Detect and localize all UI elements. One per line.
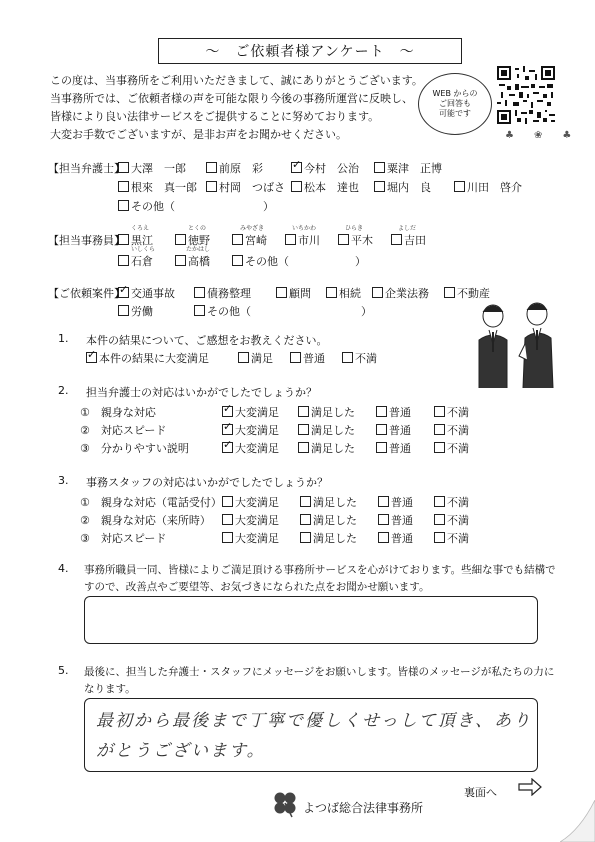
ruby-text: ひらき <box>345 225 364 232</box>
question-number: 5. <box>58 664 69 677</box>
question-number: 3. <box>58 474 69 487</box>
ruby-text: くろえ <box>131 225 150 232</box>
office-name: よつば総合法律事務所 <box>303 801 424 815</box>
q1-option[interactable]: 不満 <box>342 350 377 366</box>
q3-row-label: ② 親身な対応（来所時） <box>80 514 211 527</box>
lawyer-option-other[interactable]: その他（ ） <box>118 198 274 214</box>
checkbox[interactable] <box>118 181 129 192</box>
checkbox[interactable] <box>291 181 302 192</box>
question-text: 担当弁護士の対応はいかがでしたでしょうか？ <box>86 386 317 399</box>
checkbox-checked[interactable] <box>291 162 302 173</box>
q3-choice[interactable]: 満足した <box>300 530 357 546</box>
question-number: 2. <box>58 384 69 397</box>
office-option[interactable]: 高橋 <box>175 253 210 269</box>
checkbox[interactable] <box>194 305 205 316</box>
qr-code-icon[interactable] <box>497 66 555 124</box>
clover-logo-icon <box>270 788 300 818</box>
checkbox[interactable] <box>175 234 186 245</box>
case-option[interactable]: ✓ 交通事故 <box>118 285 175 301</box>
q2-row-label: ③ 分かりやすい説明 <box>80 442 189 455</box>
lawyer-section-label: 【担当弁護士】 <box>48 162 125 175</box>
checkbox[interactable] <box>290 352 301 363</box>
q3-choice[interactable]: 大変満足 <box>222 512 279 528</box>
arrow-right-icon[interactable] <box>518 778 542 796</box>
checkbox[interactable] <box>434 532 445 543</box>
checkbox-checked[interactable] <box>86 352 97 363</box>
checkbox[interactable] <box>376 406 387 417</box>
q2-choice[interactable]: ✓ 大変満足 <box>222 422 279 438</box>
checkbox[interactable] <box>298 406 309 417</box>
checkbox-checked[interactable] <box>222 424 233 435</box>
q2-row-label: ① 親身な対応 <box>80 406 156 419</box>
next-page-label: 裏面へ <box>464 786 497 799</box>
checkbox[interactable] <box>342 352 353 363</box>
case-option[interactable]: 顧問 <box>276 285 311 301</box>
case-option[interactable]: 債務整理 <box>194 285 251 301</box>
question-number: 1. <box>58 332 69 345</box>
office-section-label: 【担当事務員】 <box>48 234 125 247</box>
checkbox[interactable] <box>194 287 205 298</box>
checkbox[interactable] <box>118 162 129 173</box>
checkbox[interactable] <box>434 424 445 435</box>
q2-choice[interactable]: 満足した <box>298 422 355 438</box>
lawyer-option[interactable]: 村岡 つばさ <box>206 179 285 195</box>
case-option[interactable]: 企業法務 <box>372 285 429 301</box>
q3-choice[interactable]: 普通 <box>378 512 413 528</box>
ruby-text: たかはし <box>186 246 211 253</box>
question-text: 事務所職員一同、皆様によりご満足頂ける事務所サービスを心がけております。些細な事でも結構で <box>84 564 556 576</box>
checkbox[interactable] <box>378 514 389 525</box>
checkbox[interactable] <box>118 200 129 211</box>
q4-answer-box[interactable] <box>84 596 538 644</box>
lawyer-option[interactable]: 堀内 良 <box>374 179 431 195</box>
checkbox[interactable] <box>222 496 233 507</box>
checkbox[interactable] <box>232 234 243 245</box>
checkbox[interactable] <box>454 181 465 192</box>
office-option[interactable]: 平木 <box>338 232 373 248</box>
checkbox[interactable] <box>372 287 383 298</box>
clover-decoration-icon: ♣ ❀ ♣ <box>505 130 572 141</box>
ruby-text: いちかわ <box>292 225 317 232</box>
ruby-text: とくの <box>188 225 207 232</box>
q3-choice[interactable]: 大変満足 <box>222 494 279 510</box>
question-text: 本件の結果について、ご感想をお教えください。 <box>86 334 328 347</box>
q2-choice[interactable]: 普通 <box>376 404 411 420</box>
office-option[interactable]: 黒江 <box>118 232 153 248</box>
question-text: 最後に、担当した弁護士・スタッフにメッセージをお願いします。皆様のメッセージが私たちの力に <box>84 666 555 678</box>
checkbox[interactable] <box>232 255 243 266</box>
survey-title: 〜 ご依頼者様アンケート 〜 <box>158 38 462 64</box>
checkbox[interactable] <box>434 442 445 453</box>
checkbox[interactable] <box>206 162 217 173</box>
case-option[interactable]: 不動産 <box>444 285 490 301</box>
checkbox[interactable] <box>298 424 309 435</box>
q3-choice[interactable]: 大変満足 <box>222 530 279 546</box>
office-option[interactable]: 石倉 <box>118 253 153 269</box>
office-option[interactable]: 市川 <box>285 232 320 248</box>
checkbox-checked[interactable] <box>222 406 233 417</box>
intro-text: この度は、当事務所をご利用いただきまして、誠にありがとうございます。 当事務所では、ご依頼者様の声を可能な限り今後の事務所運営に反映し、 皆様により良い法律サービスをご提供することに努めております。 大変お手数でございますが、是非お声をお聞かせください。 <box>50 74 423 141</box>
checkbox[interactable] <box>376 442 387 453</box>
case-option-other[interactable]: その他（ ） <box>194 303 372 319</box>
checkbox[interactable] <box>118 305 129 316</box>
checkbox[interactable] <box>118 234 129 245</box>
q3-row-label: ① 親身な対応（電話受付） <box>80 496 222 509</box>
checkbox[interactable] <box>378 496 389 507</box>
q2-choice[interactable]: 満足した <box>298 440 355 456</box>
ruby-text: よしだ <box>398 225 417 232</box>
q2-choice[interactable]: 満足した <box>298 404 355 420</box>
web-answer-bubble: WEB からの ご回答も 可能です <box>418 73 492 135</box>
checkbox[interactable] <box>434 406 445 417</box>
checkbox[interactable] <box>326 287 337 298</box>
checkbox-checked[interactable] <box>222 442 233 453</box>
ruby-text: いしくら <box>131 246 156 253</box>
checkbox[interactable] <box>434 496 445 507</box>
ruby-text: みやざき <box>240 225 265 232</box>
checkbox[interactable] <box>285 234 296 245</box>
checkbox[interactable] <box>434 514 445 525</box>
q3-choice[interactable]: 不満 <box>434 494 469 510</box>
checkbox[interactable] <box>444 287 455 298</box>
q2-choice[interactable]: ✓ 大変満足 <box>222 440 279 456</box>
checkbox[interactable] <box>338 234 349 245</box>
q2-choice[interactable]: 不満 <box>434 422 469 438</box>
lawyer-option[interactable]: 前原 彩 <box>206 160 263 176</box>
page-curl-decoration <box>560 800 595 842</box>
case-section-label: 【ご依頼案件】 <box>48 287 125 300</box>
q3-choice[interactable]: 普通 <box>378 530 413 546</box>
checkbox[interactable] <box>206 181 217 192</box>
checkbox[interactable] <box>391 234 402 245</box>
handwritten-message: がとうございます。 <box>96 741 266 761</box>
lawyer-option[interactable]: 松本 達也 <box>291 179 359 195</box>
checkbox[interactable] <box>374 162 385 173</box>
office-option-other[interactable]: その他（ ） <box>232 253 366 269</box>
lawyer-option[interactable]: 川田 啓介 <box>454 179 522 195</box>
q3-choice[interactable]: 不満 <box>434 530 469 546</box>
lawyer-option[interactable]: 大澤 一郎 <box>118 160 186 176</box>
q2-choice[interactable]: 普通 <box>376 440 411 456</box>
q2-choice[interactable]: 普通 <box>376 422 411 438</box>
checkbox[interactable] <box>276 287 287 298</box>
q3-choice[interactable]: 満足した <box>300 494 357 510</box>
question-text: なります。 <box>84 683 136 695</box>
q1-option[interactable]: ✓本件の結果に大変満足 <box>86 350 209 366</box>
checkbox[interactable] <box>378 532 389 543</box>
checkbox[interactable] <box>238 352 249 363</box>
q2-choice[interactable]: 不満 <box>434 440 469 456</box>
lawyer-option[interactable]: 粟津 正博 <box>374 160 442 176</box>
question-number: 4. <box>58 562 69 575</box>
lawyer-option[interactable]: ✓ 今村 公治 <box>291 160 359 176</box>
q3-choice[interactable]: 不満 <box>434 512 469 528</box>
case-option[interactable]: 労働 <box>118 303 153 319</box>
q1-option[interactable]: 満足 <box>238 350 273 366</box>
staff-illustration-icon <box>467 300 567 390</box>
q3-choice[interactable]: 普通 <box>378 494 413 510</box>
checkbox[interactable] <box>298 442 309 453</box>
q2-choice[interactable]: ✓ 大変満足 <box>222 404 279 420</box>
question-text: 事務スタッフの対応はいかがでしたでしょうか？ <box>86 476 328 489</box>
checkbox[interactable] <box>175 255 186 266</box>
checkbox[interactable] <box>222 532 233 543</box>
checkbox[interactable] <box>300 532 311 543</box>
handwritten-message: 最初から最後まで丁寧で優しくせっして頂き、あり <box>96 711 532 731</box>
checkbox-checked[interactable] <box>118 287 129 298</box>
office-option[interactable]: 徳野 <box>175 232 210 248</box>
question-text: すので、改善点やご要望等、お気づきになられた点をお聞かせ願います。 <box>84 581 430 593</box>
checkbox[interactable] <box>300 496 311 507</box>
q3-row-label: ③ 対応スピード <box>80 532 167 545</box>
q1-option[interactable]: 普通 <box>290 350 325 366</box>
q3-choice[interactable]: 満足した <box>300 512 357 528</box>
checkbox[interactable] <box>300 514 311 525</box>
q2-row-label: ② 対応スピード <box>80 424 167 437</box>
office-option[interactable]: 吉田 <box>391 232 426 248</box>
office-option[interactable]: 宮崎 <box>232 232 267 248</box>
q2-choice[interactable]: 不満 <box>434 404 469 420</box>
checkbox[interactable] <box>376 424 387 435</box>
checkbox[interactable] <box>222 514 233 525</box>
lawyer-option[interactable]: 根來 真一郎 <box>118 179 197 195</box>
case-option[interactable]: 相続 <box>326 285 361 301</box>
checkbox[interactable] <box>118 255 129 266</box>
checkbox[interactable] <box>374 181 385 192</box>
